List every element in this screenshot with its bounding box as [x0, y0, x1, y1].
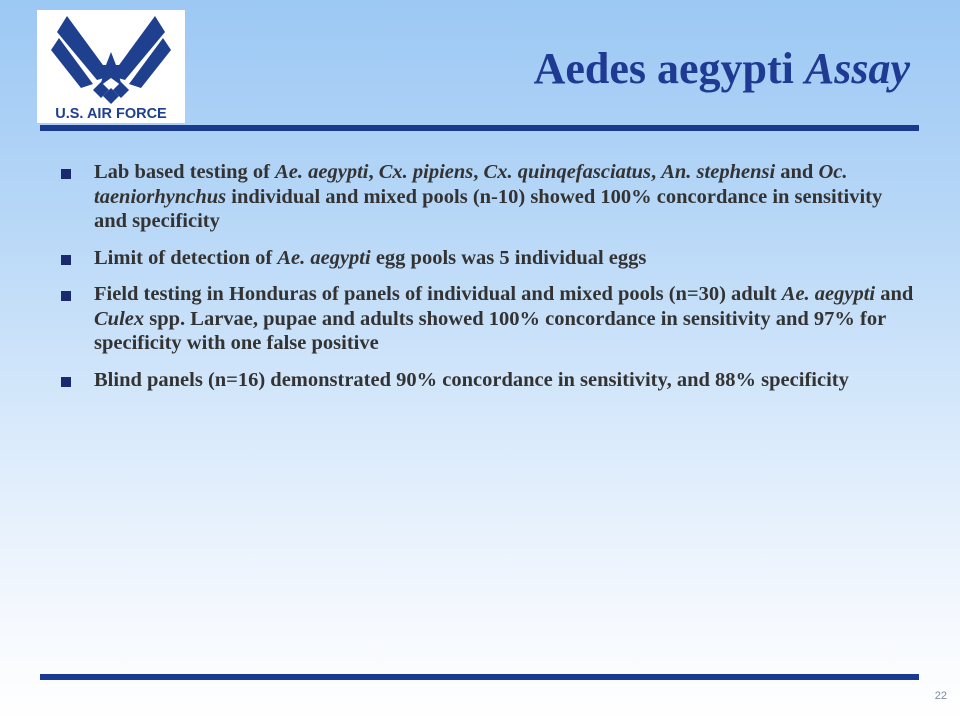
text-run: ,	[473, 161, 484, 183]
bullet-text	[94, 161, 882, 232]
text-run: ,	[650, 161, 662, 183]
bullet-marker	[61, 169, 71, 179]
title-part1: Aedes aegypti	[533, 44, 794, 93]
bullet-text	[94, 283, 913, 354]
title-part2: Assay	[804, 44, 910, 93]
italic-run: Cx. pipiens	[378, 161, 474, 183]
bullet-list	[58, 160, 918, 404]
italic-run: An. stephensi	[661, 161, 776, 183]
bullet-text	[94, 247, 646, 269]
air-force-logo	[37, 10, 185, 123]
bullet-item	[58, 160, 918, 234]
italic-run: Ae. aegypti	[781, 283, 876, 305]
text-run: Blind panels (n=16) demonstrated 90% concordance in sensitivity, and 88% specificity	[94, 368, 849, 391]
text-run: Field testing in Honduras of panels of individual and mixed pools (n=30) adult	[94, 283, 782, 305]
text-run: individual and mixed pools (n-10) showed 100% concordance in sensitivity and specificity	[94, 185, 883, 232]
text-run: and	[775, 161, 819, 183]
bullet-marker	[61, 291, 71, 301]
italic-run: Cx. quinqefasciatus	[483, 161, 651, 183]
text-run: and	[875, 283, 914, 305]
text-run: Lab based testing of	[94, 161, 276, 183]
air-force-wings-icon	[37, 10, 185, 123]
italic-run: Ae. aegypti	[275, 161, 369, 183]
top-divider	[40, 125, 919, 131]
italic-run: Oc. taeniorhynchus	[94, 161, 848, 208]
bullet-item	[58, 282, 918, 356]
bottom-divider	[40, 674, 919, 680]
bullet-text	[94, 369, 849, 391]
text-run: spp. Larvae, pupae and adults showed 100% concordance in sensitivity and 97% for specificity with one false positive	[94, 307, 886, 354]
text-run: ,	[368, 161, 379, 183]
text-run: Limit of detection of	[94, 246, 278, 269]
bullet-marker	[61, 377, 71, 387]
slide-title	[534, 43, 910, 94]
text-run: egg pools was 5 individual eggs	[370, 246, 647, 269]
page-number: 22	[934, 690, 947, 702]
italic-run: Culex	[94, 307, 145, 330]
bullet-item	[58, 368, 918, 393]
logo-text: U.S. AIR FORCE	[55, 106, 167, 122]
italic-run: Ae. aegypti	[277, 246, 371, 269]
bullet-marker	[61, 255, 71, 265]
bullet-item	[58, 246, 918, 271]
